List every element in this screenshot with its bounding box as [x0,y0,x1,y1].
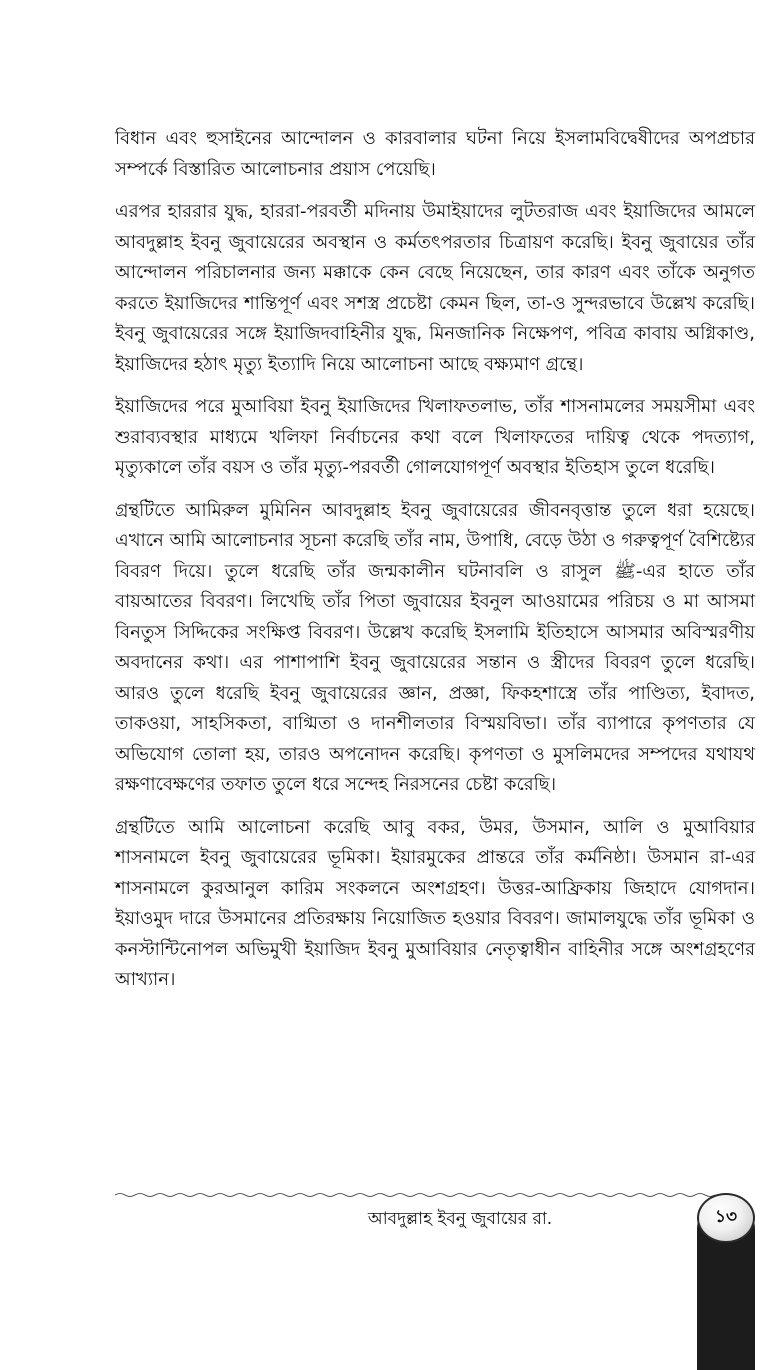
running-footer-title: আবদুল্লাহ ইবনু জুবায়ের রা. [367,1209,553,1229]
page-number-badge [697,1193,755,1243]
page-number: ১৩ [714,1207,738,1227]
footer-divider [115,1192,715,1198]
page-body [115,124,755,1008]
paragraph-4: গ্রন্থটিতে আমিরুল মুমিনিন আবদুল্লাহ ইবনু জুবায়েরের জীবনবৃত্তান্ত তুলে ধরা হয়েছে। এখানে আমি আলোচনার সূচনা করেছি তাঁর নাম, উপাধি, বেড়ে উঠা ও গরুত্বপূর্ণ বৈশিষ্ট্যের বিবরণ দিয়ে। তুলে ধরেছি তাঁর জন্মকালীন ঘটনাবলি ও রাসুল ﷺ-এর হাতে তাঁর বায়আতের বিবরণ। লিখেছি তাঁর পিতা জুবায়ের ইবনুল আওয়ামের পরিচয় ও মা আসমা বিনতুস সিদ্দিকের সংক্ষিপ্ত বিবরণ। উল্লেখ করেছি ইসলামি ইতিহাসে আসমার অবিস্মরণীয় অবদানের কথা। এর পাশাপাশি ইবনু জুবায়েরের সন্তান ও স্ত্রীদের বিবরণ তুলে ধরেছি। আরও তুলে ধরেছি ইবনু জুবায়েরের জ্ঞান, প্রজ্ঞা, ফিকহশাস্ত্রে তাঁর পাণ্ডিত্য, ইবাদত, তাকওয়া, সাহসিকতা, বাগ্মিতা ও দানশীলতার বিস্ময়বিভা। তাঁর ব্যাপারে কৃপণতার যে অভিযোগ তোলা হয়, তারও অপনোদন করেছি। কৃপণতা ও মুসলিমদের সম্পদের যথাযথ রক্ষণাবেক্ষণের তফাত তুলে ধরে সন্দেহ নিরসনের চেষ্টা করেছি। [115,499,756,795]
paragraph-2: এরপর হাররার যুদ্ধ, হাররা-পরবর্তী মদিনায় উমাইয়াদের লুটতরাজ এবং ইয়াজিদের আমলে আবদুল্লাহ ইবনু জুবায়েরের অবস্থান ও কর্মতৎপরতার চিত্রায়ণ করেছি। ইবনু জুবায়ের তাঁর আন্দোলন পরিচালনার জন্য মক্কাকে কেন বেছে নিয়েছেন, তার কারণ এবং তাঁকে অনুগত করতে ইয়াজিদের শান্তিপূর্ণ এবং সশস্ত্র প্রচেষ্টা কেমন ছিল, তা-ও সুন্দরভাবে উল্লেখ করেছি। ইবনু জুবায়েরের সঙ্গে ইয়াজিদবাহিনীর যুদ্ধ, মিনজানিক নিক্ষেপণ, পবিত্র কাবায় অগ্নিকাণ্ড, ইয়াজিদের হঠাৎ মৃত্যু ইত্যাদি নিয়ে আলোচনা আছে বক্ষ্যমাণ গ্রন্থে। [115,201,755,375]
paragraph-5: গ্রন্থটিতে আমি আলোচনা করেছি আবু বকর, উমর, উসমান, আলি ও মুআবিয়ার শাসনামলে ইবনু জুবায়েরের ভূমিকা। ইয়ারমুকের প্রান্তরে তাঁর কর্মনিষ্ঠা। উসমান রা-এর শাসনামলে কুরআনুল কারিম সংকলনে অংশগ্রহণ। উত্তর-আফ্রিকায় জিহাদে যোগদান। ইয়াওমুদ দারে উসমানের প্রতিরক্ষায় নিয়োজিত হওয়ার বিবরণ। জামালযুদ্ধে তাঁর ভূমিকা ও কনস্টান্টিনোপল অভিমুখী ইয়াজিদ ইবনু মুআবিয়ার নেতৃত্বাধীন বাহিনীর সঙ্গে অংশগ্রহণের আখ্যান। [115,816,755,990]
paragraph-1: বিধান এবং হুসাইনের আন্দোলন ও কারবালার ঘটনা নিয়ে ইসলামবিদ্বেষীদের অপপ্রচার সম্পর্কে বিস্তারিত আলোচনার প্রয়াস পেয়েছি। [115,128,755,180]
paragraph-3: ইয়াজিদের পরে মুআবিয়া ইবনু ইয়াজিদের খিলাফতলাভ, তাঁর শাসনামলের সময়সীমা এবং শুরাব্যবস্থার মাধ্যমে খলিফা নির্বাচনের কথা বলে খিলাফতের দায়িত্ব থেকে পদত্যাগ, মৃত্যুকালে তাঁর বয়স ও তাঁর মৃত্যু-পরবর্তী গোলযোগপূর্ণ অবস্থার ইতিহাস তুলে ধরেছি। [115,396,755,478]
